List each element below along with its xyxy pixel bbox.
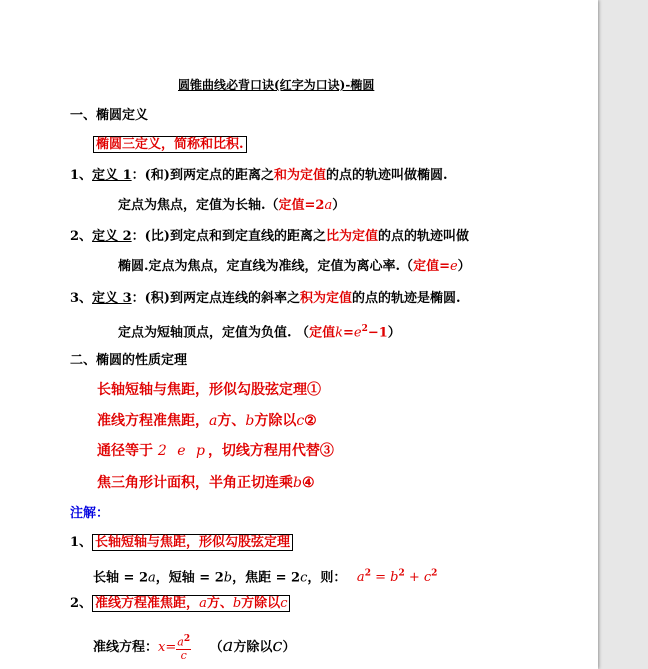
doc-title: 圆锥曲线必背口诀(红字为口诀)-椭圆 (178, 78, 375, 92)
mnemonic-2 (97, 412, 317, 430)
text: ） (387, 325, 401, 341)
colon: ： (131, 168, 145, 183)
math-sup: 2 (183, 634, 191, 645)
definition-label: 定义 2 (92, 229, 132, 244)
text: 准线方程准焦距， (95, 596, 200, 611)
math-var: a (148, 570, 156, 586)
fraction-denominator: c (180, 648, 187, 662)
math-sup: 2 (364, 569, 371, 579)
mnemonic-4 (97, 474, 315, 492)
directrix-fraction (176, 633, 191, 662)
text: 长轴 = 2 (93, 570, 148, 586)
text: 焦三角形计面积，半角正切连乘 (97, 475, 293, 491)
text: 的点的轨迹叫做 (377, 229, 469, 244)
note-heading: 注解： (70, 506, 110, 521)
math-var: b (390, 570, 399, 586)
math-var: a (209, 413, 218, 429)
text: 通径等于 (97, 443, 158, 459)
math-minus: −1 (367, 325, 388, 341)
definition-1-line2 (118, 197, 345, 215)
math-var: e (449, 259, 458, 274)
math-var: a (324, 198, 333, 213)
key-phrase: 和为定值 (273, 168, 326, 183)
section-heading-definition: 一、椭圆定义 (70, 108, 149, 123)
definition-label: 定义 1 (92, 168, 132, 183)
math-var: b (293, 475, 302, 491)
text: 准线方程准焦距， (97, 413, 209, 429)
text: 椭圆.定点为焦点，定直线为准线，定值为离心率.（ (118, 259, 414, 274)
text: 准线方程： (93, 640, 159, 655)
pythagorean-equation: $a^2 = b^2 + c^2$ (356, 569, 438, 586)
math-var: a (222, 635, 234, 656)
math-var: c (423, 570, 432, 586)
math-var: a (199, 596, 207, 611)
math-var: c (272, 635, 283, 656)
text: (比)到定点和到定直线的距离之 (144, 229, 326, 244)
note-1-box: 长轴短轴与焦距，形似勾股弦定理 (92, 534, 293, 551)
definition-3-line1 (70, 290, 461, 308)
text: 方除以 (254, 413, 297, 429)
definition-3-line2 (118, 320, 401, 342)
circled-number: ② (304, 413, 317, 429)
item-number: 2、 (70, 229, 93, 244)
math-var: k (335, 325, 343, 341)
math-var: x (158, 640, 166, 655)
text: 定点为焦点，定值为长轴.（ (118, 198, 279, 213)
text: ） (457, 259, 471, 274)
math-var: b (223, 570, 233, 586)
item-number: 3、 (70, 291, 93, 306)
value-label: 定值 (309, 325, 336, 341)
math-var: e (353, 325, 362, 341)
math-eq: = (165, 640, 177, 655)
note-2-paren (209, 635, 296, 656)
text: 方除以 (241, 596, 281, 611)
text: 方、 (206, 596, 233, 611)
note-2-formula (93, 628, 296, 666)
item-number: 1、 (70, 535, 93, 550)
text: 方、 (217, 413, 246, 429)
definition-mnemonic (93, 136, 247, 154)
text: ，切线方程用代替③ (207, 443, 334, 459)
text: ） (332, 198, 346, 213)
definition-2-line1 (70, 228, 469, 246)
note-1-formula (93, 565, 437, 587)
text: (和)到两定点的距离之 (144, 168, 274, 183)
section-heading-properties: 二、椭圆的性质定理 (70, 353, 188, 368)
math-sup: 2 (361, 324, 368, 334)
text: ，短轴 = 2 (155, 570, 224, 586)
note-2-box (92, 595, 290, 612)
definition-label: 定义 3 (92, 291, 132, 306)
text: ） (282, 640, 296, 655)
definition-2-line2 (118, 258, 471, 276)
note-2-heading (70, 595, 290, 613)
colon: ： (131, 229, 145, 244)
text: 的点的轨迹是椭圆. (351, 291, 461, 306)
note-1-heading (70, 534, 293, 552)
circled-number: ④ (301, 475, 315, 491)
math-sup: 2 (431, 569, 438, 579)
math-sup: 2 (398, 569, 405, 579)
item-number: 1、 (70, 168, 93, 183)
math-var: c (280, 596, 288, 611)
math-expr: 2 e p (157, 443, 208, 459)
text: 方除以 (233, 640, 273, 655)
text: (积)到两定点连线的斜率之 (144, 291, 300, 306)
math-var: a (356, 570, 365, 586)
item-number: 2、 (70, 596, 93, 611)
value-label: 定值=2 (278, 198, 325, 213)
math-eq: = (342, 325, 354, 341)
text: 的点的轨迹叫做椭圆. (325, 168, 448, 183)
mnemonic-3 (97, 442, 334, 460)
key-phrase: 比为定值 (325, 229, 378, 244)
math-var: b (245, 413, 255, 429)
mnemonic-1: 长轴短轴与焦距，形似勾股弦定理① (97, 382, 321, 398)
math-var: b (232, 596, 242, 611)
definition-mnemonic-box: 椭圆三定义，简称和比积. (93, 136, 247, 153)
text: ，则： (307, 570, 347, 586)
text: ，焦距 = 2 (232, 570, 301, 586)
text: （ (209, 640, 223, 655)
colon: ： (131, 291, 145, 306)
text: 定点为短轴顶点，定值为负值. （ (118, 325, 310, 341)
key-phrase: 积为定值 (299, 291, 352, 306)
definition-1-line1 (70, 167, 448, 185)
math-var: a (177, 635, 184, 649)
fraction-numerator (176, 633, 191, 650)
math-var: c (300, 570, 308, 586)
math-var: c (296, 413, 305, 429)
value-label: 定值= (413, 259, 450, 274)
